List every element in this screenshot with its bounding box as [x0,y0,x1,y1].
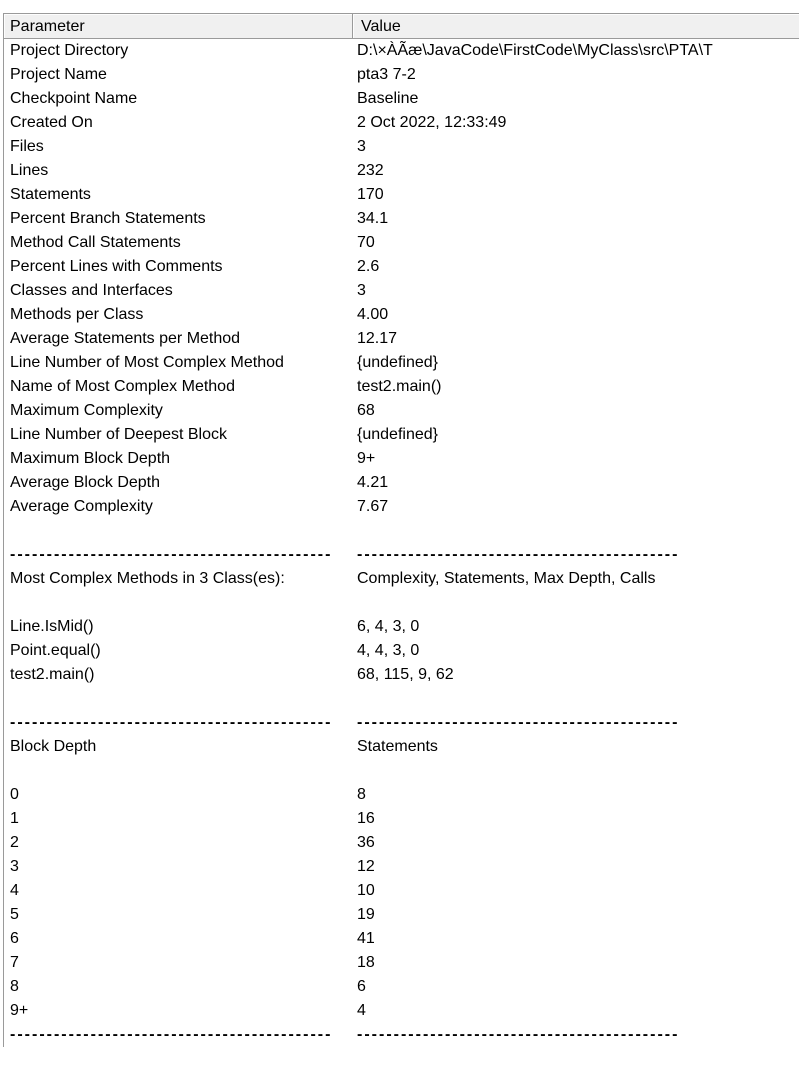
parameter-cell: Average Statements per Method [10,330,241,347]
table-row[interactable] [4,207,799,231]
table-row[interactable] [4,279,799,303]
value-cell: 7.67 [357,498,389,515]
parameter-cell: Line Number of Most Complex Method [10,354,284,371]
table-row[interactable] [4,135,799,159]
parameter-cell: 6 [10,930,19,947]
parameter-cell [4,519,353,543]
parameter-cell: -------------------------------------------- [10,546,333,563]
value-cell: 36 [357,834,375,851]
table-row[interactable] [4,327,799,351]
parameter-cell: test2.main() [10,666,95,683]
table-row[interactable] [4,255,799,279]
parameter-cell [4,759,353,783]
parameter-cell: Methods per Class [10,306,144,323]
value-cell: 6 [357,978,366,995]
value-cell: Statements [357,738,438,755]
parameter-cell: Percent Branch Statements [10,210,206,227]
table-row[interactable] [4,495,799,519]
table-row[interactable] [4,831,799,855]
table-body [4,39,799,1047]
table-row[interactable] [4,951,799,975]
parameter-cell: Classes and Interfaces [10,282,173,299]
value-cell: 2 Oct 2022, 12:33:49 [357,114,507,131]
table-row[interactable] [4,567,799,591]
parameter-cell: Method Call Statements [10,234,181,251]
value-cell: Complexity, Statements, Max Depth, Calls [357,570,656,587]
value-cell: D:\×ÀÃæ\JavaCode\FirstCode\MyClass\src\PTA\T [357,42,713,59]
table-row[interactable] [4,39,799,63]
table-row[interactable] [4,615,799,639]
parameter-cell [4,687,353,711]
value-cell: 6, 4, 3, 0 [357,618,420,635]
table-row[interactable] [4,87,799,111]
value-cell: 9+ [357,450,376,467]
parameter-cell [4,591,353,615]
blank-row [4,759,799,783]
table-row[interactable] [4,471,799,495]
blank-row [4,591,799,615]
value-cell: -------------------------------------------- [357,714,680,731]
value-cell: 70 [357,234,375,251]
table-header-row [4,13,799,39]
table-row[interactable] [4,159,799,183]
value-cell: 41 [357,930,375,947]
separator-row [4,711,799,735]
column-header-parameter[interactable]: Parameter [4,14,353,38]
value-cell: 4 [357,1002,366,1019]
table-row[interactable] [4,303,799,327]
value-cell: 4.00 [357,306,389,323]
parameter-cell: Point.equal() [10,642,101,659]
value-cell: 19 [357,906,375,923]
table-row[interactable] [4,807,799,831]
value-cell [353,759,799,783]
parameter-cell: 9+ [10,1002,29,1019]
table-row[interactable] [4,231,799,255]
parameter-cell: Statements [10,186,91,203]
value-cell: -------------------------------------------- [357,546,680,563]
parameter-cell: Project Directory [10,42,129,59]
parameter-cell: 7 [10,954,19,971]
table-row[interactable] [4,663,799,687]
value-cell [353,591,799,615]
value-cell: 4, 4, 3, 0 [357,642,420,659]
value-cell: 10 [357,882,375,899]
separator-row [4,543,799,567]
value-cell: 18 [357,954,375,971]
table-row[interactable] [4,399,799,423]
table-row[interactable] [4,111,799,135]
separator-row [4,1023,799,1047]
parameter-cell: 3 [10,858,19,875]
value-cell: 170 [357,186,384,203]
parameter-cell: Checkpoint Name [10,90,138,107]
table-row[interactable] [4,927,799,951]
parameter-cell: 4 [10,882,19,899]
blank-row [4,687,799,711]
parameter-cell: Most Complex Methods in 3 Class(es): [10,570,285,587]
table-row[interactable] [4,783,799,807]
value-cell: {undefined} [357,354,438,371]
parameter-cell: Created On [10,114,93,131]
table-row[interactable] [4,63,799,87]
table-row[interactable] [4,975,799,999]
parameter-cell: Lines [10,162,49,179]
value-cell: 8 [357,786,366,803]
value-cell: 3 [357,282,366,299]
value-cell: 3 [357,138,366,155]
table-row[interactable] [4,447,799,471]
table-row[interactable] [4,999,799,1023]
parameter-cell: 2 [10,834,19,851]
value-cell: 68, 115, 9, 62 [357,666,454,683]
value-cell: pta3 7-2 [357,66,416,83]
value-cell: -------------------------------------------- [357,1026,680,1043]
blank-row [4,519,799,543]
parameter-cell: -------------------------------------------- [10,714,333,731]
table-row[interactable] [4,855,799,879]
value-cell: 34.1 [357,210,389,227]
value-cell: 2.6 [357,258,380,275]
parameter-cell: 5 [10,906,19,923]
value-cell: {undefined} [357,426,438,443]
parameter-cell: -------------------------------------------- [10,1026,333,1043]
parameter-cell: Percent Lines with Comments [10,258,223,275]
parameter-cell: Block Depth [10,738,97,755]
table-row[interactable] [4,639,799,663]
parameter-cell: Name of Most Complex Method [10,378,235,395]
value-cell [353,687,799,711]
table-row[interactable] [4,735,799,759]
parameter-cell: Project Name [10,66,107,83]
table-row[interactable] [4,183,799,207]
parameter-cell: Line Number of Deepest Block [10,426,227,443]
value-cell [353,519,799,543]
parameter-cell: 0 [10,786,19,803]
parameter-cell: Files [10,138,44,155]
table-row[interactable] [4,351,799,375]
value-cell: 16 [357,810,375,827]
table-row[interactable] [4,879,799,903]
value-cell: 68 [357,402,375,419]
parameter-cell: Average Block Depth [10,474,161,491]
value-cell: 12 [357,858,375,875]
parameter-cell: Line.IsMid() [10,618,94,635]
parameter-cell: Maximum Complexity [10,402,163,419]
parameter-cell: 1 [10,810,19,827]
checkpoint-metrics-table [3,13,799,1047]
column-header-value[interactable]: Value [353,14,799,38]
value-cell: Baseline [357,90,419,107]
value-cell: 4.21 [357,474,389,491]
table-row[interactable] [4,375,799,399]
table-row[interactable] [4,903,799,927]
parameter-cell: Maximum Block Depth [10,450,171,467]
parameter-cell: 8 [10,978,19,995]
value-cell: test2.main() [357,378,442,395]
table-row[interactable] [4,423,799,447]
parameter-cell: Average Complexity [10,498,153,515]
value-cell: 12.17 [357,330,398,347]
value-cell: 232 [357,162,384,179]
